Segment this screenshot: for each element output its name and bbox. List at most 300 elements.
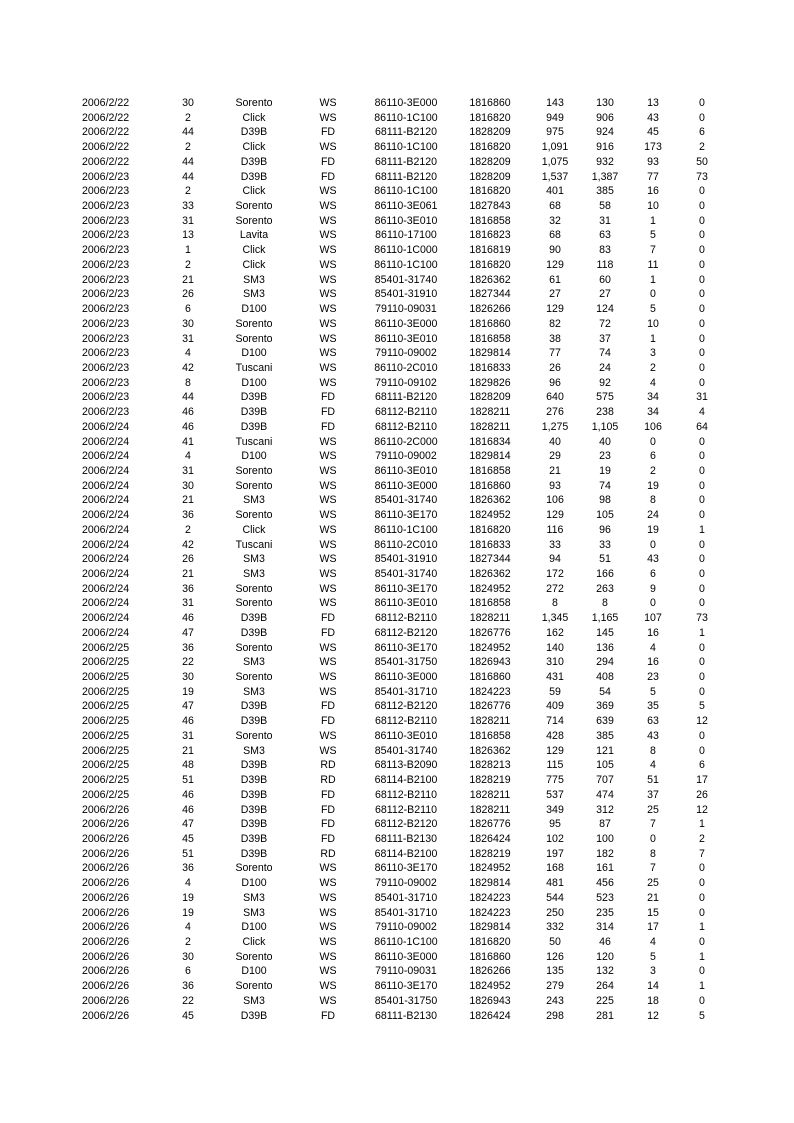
date-cell: 2006/2/26 [82, 862, 130, 875]
id-cell: 1829814 [469, 450, 511, 463]
type-cell: WS [319, 200, 337, 213]
ok-cell: 225 [596, 994, 614, 1007]
part-number-cell: 79110-09002 [375, 921, 437, 934]
id-cell: 1826362 [469, 744, 511, 757]
id-cell: 1828209 [469, 170, 511, 183]
other-cell: 0 [699, 229, 705, 242]
type-cell: FD [320, 126, 336, 139]
id-cell: 1816820 [469, 185, 511, 198]
defect-cell: 37 [647, 788, 659, 801]
code-cell: 47 [182, 818, 194, 831]
code-cell: 13 [182, 229, 194, 242]
total-cell: 1,345 [541, 612, 569, 625]
table-row [0, 170, 726, 185]
table-row [0, 96, 726, 111]
date-cell: 2006/2/22 [82, 155, 130, 168]
other-cell: 0 [699, 97, 705, 109]
other-cell: 0 [699, 273, 705, 286]
part-number-cell: 68112-B2120 [374, 818, 438, 831]
model-cell: D100 [241, 347, 267, 360]
code-cell: 26 [182, 288, 194, 301]
other-cell: 5 [699, 1009, 705, 1022]
code-cell: 30 [182, 317, 194, 330]
id-cell: 1816820 [469, 523, 511, 536]
part-number-cell: 85401-31710 [374, 685, 438, 698]
model-cell: SM3 [243, 273, 265, 286]
defect-cell: 45 [647, 126, 659, 139]
other-cell: 1 [699, 523, 705, 536]
other-cell: 0 [699, 935, 705, 948]
model-cell: Sorento [235, 214, 273, 227]
ok-cell: 312 [596, 803, 614, 816]
defect-cell: 18 [647, 994, 659, 1007]
defect-cell: 16 [647, 626, 659, 639]
other-cell: 0 [699, 361, 705, 374]
code-cell: 45 [182, 1009, 194, 1022]
ok-cell: 385 [596, 729, 614, 742]
model-cell: SM3 [243, 553, 265, 566]
total-cell: 77 [549, 347, 561, 360]
total-cell: 310 [546, 656, 564, 669]
table-row [0, 332, 726, 347]
other-cell: 1 [699, 921, 705, 934]
code-cell: 46 [182, 612, 194, 625]
type-cell: WS [319, 347, 337, 360]
defect-cell: 17 [647, 921, 659, 934]
type-cell: FD [320, 803, 336, 816]
other-cell: 0 [699, 994, 705, 1007]
type-cell: WS [319, 862, 337, 875]
defect-cell: 1 [650, 332, 656, 345]
id-cell: 1824952 [469, 582, 511, 595]
table-row [0, 140, 726, 155]
type-cell: FD [320, 1009, 336, 1022]
date-cell: 2006/2/25 [82, 729, 130, 742]
part-number-cell: 86110-3E170 [374, 509, 438, 522]
date-cell: 2006/2/24 [82, 523, 130, 536]
date-cell: 2006/2/23 [82, 391, 130, 404]
table-row [0, 346, 726, 361]
other-cell: 0 [699, 906, 705, 919]
ok-cell: 54 [599, 685, 611, 698]
type-cell: RD [320, 774, 336, 787]
date-cell: 2006/2/26 [82, 980, 130, 993]
table-row [0, 906, 726, 921]
total-cell: 481 [546, 877, 564, 890]
part-number-cell: 85401-31910 [374, 288, 438, 301]
date-cell: 2006/2/23 [82, 361, 130, 374]
id-cell: 1826424 [469, 832, 511, 845]
type-cell: WS [319, 597, 337, 610]
table-row [0, 302, 726, 317]
table-row [0, 273, 726, 288]
part-number-cell: 85401-31740 [374, 273, 438, 286]
defect-cell: 4 [650, 376, 656, 389]
id-cell: 1824952 [469, 862, 511, 875]
ok-cell: 100 [596, 832, 614, 845]
other-cell: 31 [696, 391, 708, 404]
date-cell: 2006/2/23 [82, 288, 130, 301]
model-cell: Sorento [235, 671, 273, 684]
ok-cell: 263 [596, 582, 614, 595]
total-cell: 431 [546, 671, 564, 684]
defect-cell: 4 [650, 935, 656, 948]
data-table [0, 96, 726, 1023]
defect-cell: 8 [650, 494, 656, 507]
ok-cell: 575 [596, 391, 614, 404]
part-number-cell: 68112-B2110 [374, 420, 438, 433]
model-cell: D39B [240, 788, 268, 801]
model-cell: Tuscani [235, 361, 273, 374]
defect-cell: 10 [647, 200, 659, 213]
total-cell: 537 [546, 788, 564, 801]
total-cell: 714 [546, 715, 564, 728]
ok-cell: 166 [596, 568, 614, 580]
part-number-cell: 68111-B2120 [374, 391, 438, 404]
table-row [0, 405, 726, 420]
code-cell: 21 [182, 744, 194, 757]
code-cell: 46 [182, 715, 194, 728]
code-cell: 31 [182, 214, 194, 227]
table-row [0, 920, 726, 935]
total-cell: 32 [549, 214, 561, 227]
total-cell: 8 [552, 597, 558, 610]
ok-cell: 145 [596, 626, 614, 639]
other-cell: 0 [699, 509, 705, 522]
other-cell: 0 [699, 258, 705, 271]
id-cell: 1826362 [469, 494, 511, 507]
model-cell: Sorento [235, 317, 273, 330]
other-cell: 0 [699, 597, 705, 610]
defect-cell: 23 [647, 671, 659, 684]
table-row [0, 552, 726, 567]
table-row [0, 582, 726, 597]
other-cell: 12 [696, 803, 708, 816]
total-cell: 428 [546, 729, 564, 742]
date-cell: 2006/2/24 [82, 582, 130, 595]
ok-cell: 314 [596, 921, 614, 934]
code-cell: 19 [182, 891, 194, 904]
date-cell: 2006/2/24 [82, 612, 130, 625]
defect-cell: 4 [650, 759, 656, 772]
ok-cell: 40 [599, 435, 611, 448]
table-row [0, 361, 726, 376]
ok-cell: 63 [599, 229, 611, 242]
table-row [0, 1009, 726, 1024]
total-cell: 168 [546, 862, 564, 875]
date-cell: 2006/2/25 [82, 700, 130, 713]
part-number-cell: 86110-3E000 [374, 671, 438, 684]
total-cell: 243 [546, 994, 564, 1007]
other-cell: 0 [699, 744, 705, 757]
total-cell: 94 [549, 553, 561, 566]
part-number-cell: 86110-1C100 [374, 141, 438, 154]
model-cell: D39B [240, 818, 268, 831]
other-cell: 0 [699, 568, 705, 580]
id-cell: 1828209 [469, 391, 511, 404]
type-cell: FD [320, 391, 336, 404]
model-cell: D39B [240, 700, 268, 713]
id-cell: 1828211 [469, 715, 511, 728]
type-cell: WS [319, 729, 337, 742]
id-cell: 1827344 [469, 553, 511, 566]
id-cell: 1826776 [469, 626, 511, 639]
type-cell: WS [319, 361, 337, 374]
model-cell: Sorento [235, 582, 273, 595]
table-row [0, 950, 726, 965]
other-cell: 0 [699, 111, 705, 124]
total-cell: 40 [549, 435, 561, 448]
part-number-cell: 86110-3E000 [374, 950, 438, 963]
table-row [0, 788, 726, 803]
other-cell: 1 [699, 980, 705, 993]
model-cell: SM3 [243, 994, 265, 1007]
ok-cell: 74 [599, 347, 611, 360]
type-cell: WS [319, 965, 337, 978]
type-cell: FD [320, 420, 336, 433]
total-cell: 93 [549, 479, 561, 492]
other-cell: 0 [699, 214, 705, 227]
part-number-cell: 68111-B2120 [374, 155, 438, 168]
defect-cell: 5 [650, 229, 656, 242]
table-row [0, 744, 726, 759]
table-row [0, 729, 726, 744]
defect-cell: 0 [650, 832, 656, 845]
type-cell: WS [319, 744, 337, 757]
total-cell: 135 [546, 965, 564, 978]
part-number-cell: 86110-3E170 [374, 582, 438, 595]
id-cell: 1829814 [469, 347, 511, 360]
other-cell: 12 [696, 715, 708, 728]
part-number-cell: 68111-B2130 [374, 1009, 438, 1022]
table-row [0, 508, 726, 523]
ok-cell: 92 [599, 376, 611, 389]
ok-cell: 19 [599, 464, 611, 477]
ok-cell: 60 [599, 273, 611, 286]
id-cell: 1828209 [469, 126, 511, 139]
part-number-cell: 86110-3E170 [374, 980, 438, 993]
id-cell: 1828219 [469, 774, 511, 787]
type-cell: WS [319, 685, 337, 698]
total-cell: 90 [549, 244, 561, 257]
type-cell: WS [319, 303, 337, 316]
type-cell: WS [319, 273, 337, 286]
table-row [0, 449, 726, 464]
other-cell: 0 [699, 332, 705, 345]
other-cell: 0 [699, 244, 705, 257]
total-cell: 129 [546, 258, 564, 271]
type-cell: WS [319, 877, 337, 890]
model-cell: SM3 [243, 906, 265, 919]
model-cell: Click [242, 935, 266, 948]
id-cell: 1816858 [469, 332, 511, 345]
defect-cell: 9 [650, 582, 656, 595]
code-cell: 47 [182, 700, 194, 713]
type-cell: WS [319, 568, 337, 580]
id-cell: 1828211 [469, 406, 511, 419]
type-cell: WS [319, 538, 337, 551]
table-row [0, 876, 726, 891]
defect-cell: 11 [647, 258, 659, 271]
id-cell: 1816820 [469, 141, 511, 154]
date-cell: 2006/2/23 [82, 273, 130, 286]
total-cell: 1,537 [541, 170, 569, 183]
code-cell: 4 [185, 450, 191, 463]
total-cell: 1,091 [541, 141, 569, 154]
type-cell: WS [319, 111, 337, 124]
defect-cell: 1 [650, 214, 656, 227]
defect-cell: 14 [647, 980, 659, 993]
ok-cell: 121 [596, 744, 614, 757]
data-table-body [0, 96, 726, 1023]
defect-cell: 5 [650, 685, 656, 698]
code-cell: 44 [182, 170, 194, 183]
total-cell: 38 [549, 332, 561, 345]
part-number-cell: 85401-31740 [374, 568, 438, 580]
date-cell: 2006/2/25 [82, 685, 130, 698]
ok-cell: 46 [599, 935, 611, 948]
ok-cell: 1,105 [591, 420, 619, 433]
defect-cell: 7 [650, 862, 656, 875]
part-number-cell: 68112-B2110 [374, 788, 438, 801]
defect-cell: 173 [644, 141, 662, 154]
type-cell: FD [320, 700, 336, 713]
type-cell: WS [319, 97, 337, 109]
total-cell: 279 [546, 980, 564, 993]
ok-cell: 523 [596, 891, 614, 904]
model-cell: SM3 [243, 656, 265, 669]
other-cell: 0 [699, 450, 705, 463]
defect-cell: 12 [647, 1009, 659, 1022]
other-cell: 50 [696, 155, 708, 168]
id-cell: 1816833 [469, 538, 511, 551]
ok-cell: 130 [596, 97, 614, 109]
id-cell: 1829826 [469, 376, 511, 389]
total-cell: 106 [546, 494, 564, 507]
type-cell: FD [320, 612, 336, 625]
part-number-cell: 86110-3E170 [374, 862, 438, 875]
model-cell: SM3 [243, 685, 265, 698]
id-cell: 1816820 [469, 111, 511, 124]
date-cell: 2006/2/23 [82, 229, 130, 242]
defect-cell: 4 [650, 641, 656, 654]
model-cell: D100 [241, 921, 267, 934]
code-cell: 51 [182, 774, 194, 787]
other-cell: 1 [699, 818, 705, 831]
id-cell: 1826424 [469, 1009, 511, 1022]
date-cell: 2006/2/26 [82, 891, 130, 904]
model-cell: Sorento [235, 332, 273, 345]
part-number-cell: 85401-31740 [374, 744, 438, 757]
ok-cell: 182 [596, 847, 614, 860]
table-row [0, 596, 726, 611]
part-number-cell: 79110-09002 [375, 877, 437, 890]
date-cell: 2006/2/26 [82, 1009, 130, 1022]
total-cell: 143 [546, 97, 564, 109]
code-cell: 4 [185, 877, 191, 890]
total-cell: 33 [549, 538, 561, 551]
date-cell: 2006/2/26 [82, 965, 130, 978]
id-cell: 1826266 [469, 303, 511, 316]
table-row [0, 287, 726, 302]
date-cell: 2006/2/24 [82, 464, 130, 477]
code-cell: 8 [185, 376, 191, 389]
total-cell: 102 [546, 832, 564, 845]
defect-cell: 6 [650, 450, 656, 463]
code-cell: 19 [182, 685, 194, 698]
other-cell: 0 [699, 685, 705, 698]
type-cell: FD [320, 818, 336, 831]
table-row [0, 493, 726, 508]
total-cell: 129 [546, 744, 564, 757]
defect-cell: 106 [644, 420, 662, 433]
table-row [0, 847, 726, 862]
ok-cell: 916 [596, 141, 614, 154]
table-row [0, 832, 726, 847]
total-cell: 949 [546, 111, 564, 124]
code-cell: 4 [185, 921, 191, 934]
ok-cell: 58 [599, 200, 611, 213]
date-cell: 2006/2/23 [82, 170, 130, 183]
type-cell: WS [319, 509, 337, 522]
part-number-cell: 68111-B2120 [374, 126, 438, 139]
date-cell: 2006/2/26 [82, 921, 130, 934]
id-cell: 1827843 [469, 200, 511, 213]
part-number-cell: 68112-B2110 [374, 406, 438, 419]
model-cell: SM3 [243, 568, 265, 580]
total-cell: 250 [546, 906, 564, 919]
defect-cell: 16 [647, 185, 659, 198]
part-number-cell: 86110-2C000 [374, 435, 438, 448]
defect-cell: 34 [647, 406, 659, 419]
ok-cell: 924 [596, 126, 614, 139]
other-cell: 0 [699, 891, 705, 904]
defect-cell: 3 [650, 347, 656, 360]
defect-cell: 0 [650, 435, 656, 448]
other-cell: 0 [699, 641, 705, 654]
table-row [0, 479, 726, 494]
ok-cell: 27 [599, 288, 611, 301]
date-cell: 2006/2/22 [82, 97, 130, 109]
total-cell: 116 [546, 523, 564, 536]
defect-cell: 25 [647, 877, 659, 890]
code-cell: 30 [182, 671, 194, 684]
ok-cell: 37 [599, 332, 611, 345]
model-cell: Sorento [235, 464, 273, 477]
model-cell: D39B [240, 715, 268, 728]
total-cell: 59 [549, 685, 561, 698]
type-cell: WS [319, 656, 337, 669]
model-cell: SM3 [243, 288, 265, 301]
defect-cell: 43 [647, 553, 659, 566]
date-cell: 2006/2/23 [82, 185, 130, 198]
ok-cell: 639 [596, 715, 614, 728]
other-cell: 0 [699, 877, 705, 890]
table-row [0, 567, 726, 582]
model-cell: D39B [240, 1009, 268, 1022]
ok-cell: 87 [599, 818, 611, 831]
ok-cell: 105 [596, 759, 614, 772]
code-cell: 36 [182, 641, 194, 654]
total-cell: 26 [549, 361, 561, 374]
type-cell: WS [319, 258, 337, 271]
type-cell: WS [319, 906, 337, 919]
other-cell: 0 [699, 553, 705, 566]
ok-cell: 72 [599, 317, 611, 330]
total-cell: 401 [546, 185, 564, 198]
date-cell: 2006/2/24 [82, 435, 130, 448]
model-cell: D39B [240, 612, 268, 625]
